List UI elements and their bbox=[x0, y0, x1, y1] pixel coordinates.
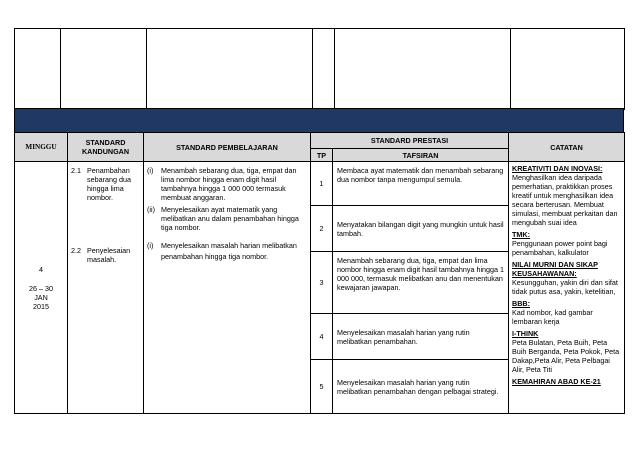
catatan-heading: BBB: bbox=[512, 299, 530, 308]
empty-cell bbox=[15, 29, 61, 110]
tafsiran-text: Menyelesaikan masalah harian yang rutin melibatkan penambahan. bbox=[333, 314, 509, 360]
tafsiran-text: Menyelesaikan masalah harian yang rutin melibatkan penambahan dengan pelbagai strategi. bbox=[333, 360, 509, 414]
header-standard-kandungan: STANDARD KANDUNGAN bbox=[68, 133, 144, 162]
week-number: 4 bbox=[39, 264, 43, 274]
catatan-text: Kesungguhan, yakin diri dan sifat tidak putus asa, yakin, ketelitian, bbox=[512, 278, 618, 296]
sk-number: 2.2 bbox=[71, 246, 81, 255]
empty-cell bbox=[61, 29, 147, 110]
bidang-label: BIDANG : NOMBOR DAN OPERASI bbox=[21, 115, 162, 126]
catatan-heading: TMK: bbox=[512, 230, 530, 239]
empty-cell bbox=[511, 29, 625, 110]
header-tp: TP bbox=[311, 149, 333, 162]
catatan-text: Menghasilkan idea daripada pemerhatian, praktikkan proses kreatif untuk menghasilkan idea secara berterusan. Membuat simulasi, membuat perkaitan dan mengubah suai idea bbox=[512, 173, 618, 227]
standard-kandungan-cell bbox=[68, 162, 144, 414]
tafsiran-text: Membaca ayat matematik dan menambah sebarang dua nombor tanpa mengumpul semula. bbox=[333, 162, 509, 206]
empty-header-grid bbox=[14, 28, 625, 110]
catatan-text: Peta Bulatan, Peta Buih, Peta Buih Berganda, Peta Pokok, Peta Dakap,Peta Alir, Peta Pelbagai Alir, Peta Titi bbox=[512, 338, 620, 374]
sp-number: (i) bbox=[147, 241, 154, 250]
week-year: 2015 bbox=[33, 301, 49, 311]
lesson-plan-table bbox=[14, 132, 625, 414]
week-month: JAN bbox=[34, 292, 48, 302]
main-table-wrapper bbox=[14, 108, 624, 414]
catatan-heading: KREATIVITI DAN INOVASI: bbox=[512, 164, 603, 173]
header-catatan: CATATAN bbox=[509, 133, 625, 162]
empty-cell bbox=[147, 29, 313, 110]
sp-item bbox=[147, 241, 307, 263]
sp-item bbox=[147, 166, 307, 202]
week-dates: 26 – 30 bbox=[29, 283, 53, 293]
tp-level: 2 bbox=[311, 206, 333, 252]
sp-item bbox=[147, 205, 307, 232]
tp-level: 4 bbox=[311, 314, 333, 360]
sp-text: Menambah sebarang dua, tiga, empat dan lima nombor hingga enam digit hasil tambahnya hingga 1 000 000 termasuk membuat anggaran. bbox=[161, 166, 297, 202]
tafsiran-text: Menyatakan bilangan digit yang mungkin untuk hasil tambah. bbox=[333, 206, 509, 252]
tp-level: 5 bbox=[311, 360, 333, 414]
tajuk-label: TAJUK : 2. TAMBAH DALAM LINGKUNGAN 1 000 000 bbox=[403, 115, 617, 126]
catatan-text: Kad nombor, kad gambar lembaran kerja bbox=[512, 308, 593, 326]
header-standard-prestasi: STANDARD PRESTASI bbox=[311, 133, 509, 149]
header-standard-pembelajaran: STANDARD PEMBELAJARAN bbox=[144, 133, 311, 162]
minggu-cell bbox=[15, 162, 68, 414]
catatan-text: Penggunaan power point bagi penambahan, kalkulator bbox=[512, 239, 608, 257]
sk-item bbox=[71, 166, 140, 202]
tp-level: 1 bbox=[311, 162, 333, 206]
sp-number: (i) bbox=[147, 166, 154, 175]
standard-pembelajaran-cell bbox=[144, 162, 311, 414]
bidang-banner bbox=[14, 108, 624, 132]
tafsiran-text: Menambah sebarang dua, tiga, empat dan lima nombor hingga enam digit hasil tambahnya hingga 1 000 000, termasuk melibatkan anu dan menentukan kewajaran jawapan. bbox=[333, 252, 509, 314]
catatan-heading: I-THINK bbox=[512, 329, 539, 338]
empty-cell bbox=[335, 29, 511, 110]
sp-number: (ii) bbox=[147, 205, 155, 214]
sp-text: Menyelesaikan ayat matematik yang melibatkan anu dalam penambahan hingga tiga nombor. bbox=[161, 205, 299, 232]
catatan-cell bbox=[509, 162, 625, 414]
sk-text: Penyelesaian masalah. bbox=[87, 246, 131, 264]
catatan-heading: KEMAHIRAN ABAD KE-21 bbox=[512, 377, 601, 386]
header-tafsiran: TAFSIRAN bbox=[333, 149, 509, 162]
sk-item bbox=[71, 246, 140, 264]
catatan-heading: NILAI MURNI DAN SIKAP KEUSAHAWANAN: bbox=[512, 260, 598, 278]
sp-text: Menyelesaikan masalah harian melibatkan penambahan hingga tiga nombor. bbox=[161, 241, 297, 261]
empty-cell bbox=[313, 29, 335, 110]
sk-text: Penambahan sebarang dua hingga lima nombor. bbox=[87, 166, 131, 202]
header-minggu: MINGGU bbox=[15, 133, 68, 162]
tp-level: 3 bbox=[311, 252, 333, 314]
sk-number: 2.1 bbox=[71, 166, 81, 175]
